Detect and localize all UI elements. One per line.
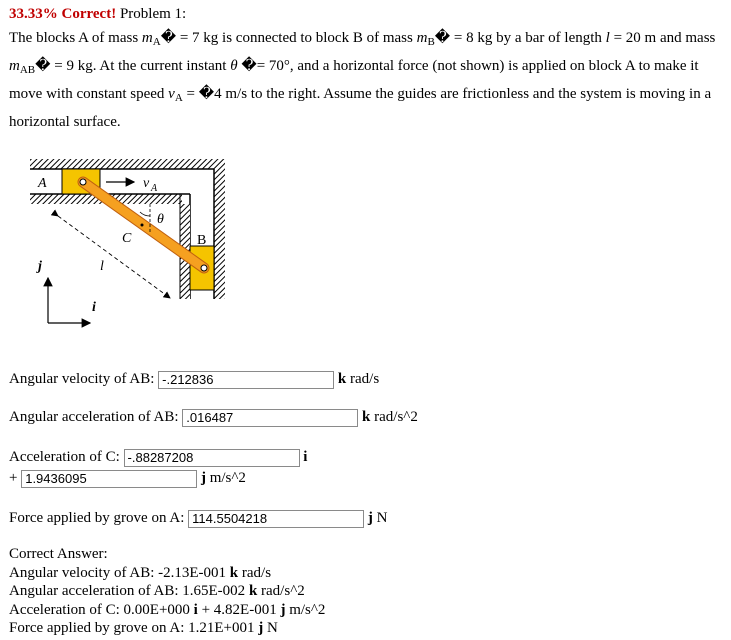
- statement-text-2: � = 7 kg is connected to block B of mass: [160, 30, 417, 46]
- correct-answer-line-4: [9, 619, 325, 638]
- problem-label: Problem 1:: [119, 6, 187, 22]
- statement-text-7: = �4 m/s to the right. Assume the guides are frictionless and the system is moving in a horizontal surface.: [9, 86, 712, 130]
- angular-velocity-row: [9, 368, 379, 390]
- theta-symbol: θ: [230, 58, 238, 74]
- right-wall-hatch: [214, 159, 225, 299]
- velocity-a-symbol: v: [168, 86, 175, 102]
- force-label: Force applied by grove on A:: [9, 510, 185, 526]
- correct-answer-title: Correct Answer:: [9, 546, 108, 562]
- acceleration-c-row: [9, 446, 307, 468]
- answer-2-text: Angular acceleration of AB: 1.65E-002: [9, 583, 249, 599]
- answer-3-j: j: [280, 601, 286, 618]
- angular-acceleration-label: Angular acceleration of AB:: [9, 409, 179, 425]
- label-va: v: [143, 176, 150, 191]
- angular-acceleration-unit-vector: k: [362, 409, 371, 425]
- acceleration-c-j-unit-vector: j: [200, 470, 206, 486]
- length-symbol: l: [605, 30, 610, 46]
- acceleration-c-j-input[interactable]: [21, 470, 197, 488]
- label-j: j: [38, 259, 42, 274]
- answer-4-unit-vector: j: [258, 620, 264, 636]
- theta-arc: [140, 212, 150, 216]
- problem-statement: [9, 2, 721, 134]
- label-c: C: [122, 231, 132, 246]
- angular-acceleration-input[interactable]: [182, 409, 358, 427]
- answer-1-text: Angular velocity of AB: -2.13E-001: [9, 564, 230, 581]
- force-input[interactable]: [188, 510, 364, 528]
- label-i: i: [92, 300, 96, 315]
- acceleration-c-i-unit: i: [303, 449, 308, 465]
- pin-a: [80, 179, 86, 185]
- answer-2-unit: rad/s^2: [257, 583, 305, 599]
- answer-2-unit-vector: k: [248, 583, 258, 599]
- mass-ab-sub: AB: [19, 64, 36, 76]
- correct-answer: [9, 545, 325, 638]
- label-theta: θ: [157, 212, 164, 227]
- answer-4-text: Force applied by grove on A: 1.21E+001: [9, 620, 259, 636]
- mass-b-sub: B: [427, 36, 435, 48]
- label-va-sub: A: [151, 183, 158, 194]
- mass-a-symbol: m: [141, 30, 153, 46]
- acceleration-c-label: Acceleration of C:: [9, 449, 120, 465]
- angular-acceleration-row: [9, 406, 418, 428]
- statement-text-1: The blocks A of mass: [9, 30, 142, 46]
- center-c: [141, 224, 144, 227]
- answer-1-unit-vector: k: [229, 564, 239, 581]
- label-a: A: [38, 176, 47, 191]
- mechanism-figure: [0, 150, 240, 335]
- acceleration-c-j-unit: m/s^2: [205, 470, 246, 486]
- statement-text-4: = 20 m and mass: [609, 30, 716, 46]
- statement-text-6: �= 70°, and a horizontal force (not shown) is applied on block A to make it move with constant speed: [9, 58, 699, 102]
- label-b: B: [197, 233, 207, 248]
- score-label: 33.33% Correct!: [9, 6, 117, 22]
- force-row: [9, 507, 387, 529]
- correct-answer-line-2: [9, 582, 325, 601]
- correct-answer-line-1: [9, 564, 325, 583]
- force-unit: N: [372, 510, 388, 526]
- statement-text-3: � = 8 kg by a bar of length: [434, 30, 606, 46]
- answer-3-text: Acceleration of C: 0.00E+000: [9, 601, 194, 618]
- label-l: l: [100, 259, 104, 274]
- answer-1-unit: rad/s: [238, 564, 272, 581]
- acceleration-c-plus: +: [9, 470, 18, 486]
- answer-3-text-b: + 4.82E-001: [197, 601, 281, 618]
- correct-answer-line-3: [9, 601, 325, 620]
- velocity-a-sub: A: [174, 92, 183, 104]
- answer-4-unit: N: [263, 620, 278, 636]
- angular-velocity-input[interactable]: [158, 371, 334, 389]
- acceleration-c-j-row: [9, 467, 246, 489]
- angular-velocity-unit: rad/s: [346, 371, 380, 387]
- answer-3-i: i: [193, 601, 198, 618]
- pin-b: [201, 265, 207, 271]
- answer-3-unit: m/s^2: [285, 601, 326, 618]
- statement-text-5: � = 9 kg. At the current instant: [35, 58, 231, 74]
- acceleration-c-i-input[interactable]: [124, 449, 300, 467]
- mass-a-sub: A: [152, 36, 161, 48]
- mass-ab-symbol: m: [9, 58, 20, 74]
- force-unit-vector: j: [367, 510, 373, 526]
- top-wall-hatch: [30, 159, 225, 169]
- mass-b-symbol: m: [416, 30, 428, 46]
- angular-velocity-unit-vector: k: [337, 371, 347, 387]
- angular-acceleration-unit: rad/s^2: [370, 409, 418, 425]
- angular-velocity-label: Angular velocity of AB:: [9, 371, 155, 387]
